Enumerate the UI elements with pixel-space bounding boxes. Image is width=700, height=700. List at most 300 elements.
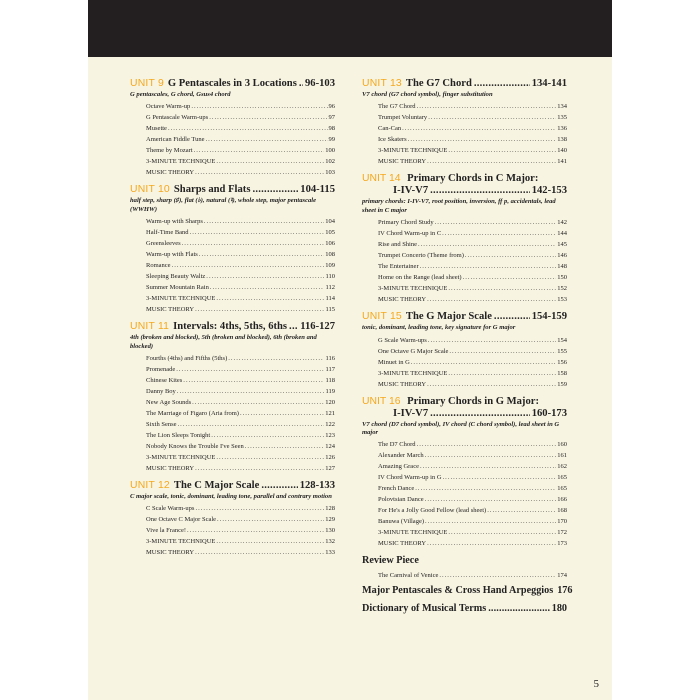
item-page: 148 (557, 263, 567, 271)
section-dictionary[interactable] (362, 603, 567, 615)
unit-items (378, 217, 567, 305)
dot-leader (418, 239, 556, 250)
item-page: 165 (557, 485, 567, 493)
item-name: 3-MINUTE TECHNIQUE (378, 369, 448, 377)
item-page: 128 (325, 505, 335, 513)
toc-item[interactable] (146, 536, 335, 547)
item-name: Vive la France! (146, 527, 187, 535)
dot-leader (449, 346, 556, 357)
item-name: Trumpet Concerto (Theme from) (378, 252, 464, 260)
toc-item[interactable] (378, 123, 567, 134)
item-page: 100 (325, 147, 335, 155)
dot-leader (228, 353, 324, 364)
item-page: 96 (328, 103, 335, 111)
item-page: 165 (557, 474, 567, 482)
dot-leader (425, 494, 557, 505)
item-name: MUSIC THEORY (146, 169, 195, 177)
toc-item[interactable] (378, 439, 567, 450)
unit-9 (130, 78, 335, 178)
dot-leader (474, 78, 530, 90)
item-name: The G7 Chord (378, 103, 416, 111)
item-page: 154 (557, 336, 567, 344)
dot-leader (190, 227, 325, 238)
item-name: Nobody Knows the Trouble I've Seen (146, 443, 244, 451)
toc-item[interactable] (146, 386, 335, 397)
item-name: The Lion Sleeps Tonight (146, 432, 211, 440)
toc-item[interactable] (146, 397, 335, 408)
item-name: 3-MINUTE TECHNIQUE (378, 285, 448, 293)
dot-leader (411, 357, 556, 368)
item-page: 97 (328, 114, 335, 122)
toc-item[interactable] (146, 249, 335, 260)
item-name: 3-MINUTE TECHNIQUE (146, 538, 216, 546)
item-page: 123 (325, 432, 335, 440)
item-name: Minuet in G (378, 358, 410, 366)
item-page: 145 (557, 241, 567, 249)
top-dark-banner (88, 0, 612, 57)
toc-item[interactable] (146, 156, 335, 167)
unit-15 (362, 311, 567, 389)
item-page: 112 (325, 284, 335, 292)
item-name: 3-MINUTE TECHNIQUE (378, 529, 448, 537)
item-name: Summer Mountain Rain (146, 284, 209, 292)
unit-title: The G Major Scale (405, 311, 492, 323)
item-page: 105 (325, 229, 335, 237)
unit-title: G Pentascales in 3 Locations (167, 78, 297, 89)
item-name: 3-MINUTE TECHNIQUE (146, 158, 216, 166)
toc-item[interactable] (378, 335, 567, 346)
item-name: Alexander March (378, 452, 424, 460)
item-page: 119 (325, 388, 335, 396)
dot-leader (206, 271, 324, 282)
toc-item[interactable] (378, 101, 567, 112)
review-items (378, 570, 567, 581)
item-name: MUSIC THEORY (146, 306, 195, 314)
unit-items (378, 439, 567, 549)
item-name: Can-Can (378, 125, 402, 133)
toc-item[interactable] (378, 461, 567, 472)
toc-item[interactable] (378, 450, 567, 461)
item-name: 3-MINUTE TECHNIQUE (378, 147, 448, 155)
item-name: MUSIC THEORY (146, 465, 195, 473)
toc-item[interactable] (146, 282, 335, 293)
toc-item[interactable] (146, 304, 335, 315)
section-page: 176 (557, 585, 573, 597)
unit-heading[interactable] (362, 78, 567, 90)
toc-item[interactable] (378, 250, 567, 261)
item-name: IV Chord Warm-up in C (378, 230, 442, 238)
item-name: Chinese Kites (146, 377, 183, 385)
item-page: 108 (325, 251, 335, 259)
dot-leader (427, 294, 556, 305)
item-page: 136 (557, 125, 567, 133)
dot-leader (428, 112, 556, 123)
unit-number: UNIT 10 (130, 184, 170, 196)
toc-item[interactable] (146, 353, 335, 364)
item-page: 98 (328, 125, 335, 133)
item-page: 133 (325, 549, 335, 557)
toc-left-column (130, 78, 335, 564)
item-page: 115 (325, 306, 335, 314)
dot-leader (443, 472, 557, 483)
dot-leader (430, 185, 530, 197)
item-name: Polovtsian Dance (378, 496, 424, 504)
unit-pages: 96-103 (304, 78, 335, 89)
unit-description: V7 chord (D7 chord symbol), IV chord (C chord symbol), lead sheet in G major (362, 420, 560, 437)
review-piece-heading[interactable]: Review Piece (362, 555, 419, 567)
toc-item[interactable] (146, 216, 335, 227)
dot-leader (402, 123, 556, 134)
unit-heading[interactable] (130, 321, 335, 333)
item-page: 114 (325, 295, 335, 303)
unit-16 (362, 396, 567, 550)
item-name: Rise and Shine (378, 241, 417, 249)
unit-10 (130, 184, 335, 315)
dot-leader (448, 145, 556, 156)
dot-leader (425, 516, 556, 527)
dot-leader (206, 134, 328, 145)
dot-leader (216, 156, 324, 167)
dot-leader (183, 375, 324, 386)
item-page: 127 (325, 465, 335, 473)
item-page: 130 (325, 527, 335, 535)
toc-item[interactable] (378, 261, 567, 272)
dot-leader (210, 282, 325, 293)
unit-heading[interactable] (130, 184, 335, 196)
dot-leader (289, 321, 298, 333)
dot-leader (439, 570, 556, 581)
unit-number: UNIT 14 (362, 173, 401, 185)
item-name: Primary Chord Study (378, 219, 434, 227)
item-page: 166 (557, 496, 567, 504)
unit-title-line2: I-IV-V7 (393, 185, 429, 197)
unit-heading[interactable] (130, 78, 335, 90)
unit-title: The G7 Chord (405, 78, 472, 89)
dot-leader (465, 250, 556, 261)
toc-item[interactable] (146, 430, 335, 441)
dot-leader (408, 134, 557, 145)
section-page: 180 (551, 603, 567, 615)
section-title: Dictionary of Musical Terms (362, 603, 487, 615)
toc-item[interactable] (146, 364, 335, 375)
unit-pages: 142-153 (531, 185, 567, 197)
unit-pages: 116-127 (300, 321, 335, 333)
item-name: MUSIC THEORY (378, 158, 427, 166)
toc-item[interactable] (146, 463, 335, 474)
toc-item[interactable] (146, 503, 335, 514)
dot-leader (261, 480, 297, 492)
unit-heading[interactable] (362, 396, 567, 408)
dot-leader (245, 441, 324, 452)
item-page: 150 (557, 274, 567, 282)
item-name: French Dance (378, 485, 415, 493)
dot-leader (415, 483, 556, 494)
unit-title: Intervals: 4ths, 5ths, 6ths (173, 321, 288, 333)
dot-leader (448, 368, 556, 379)
toc-item[interactable] (146, 227, 335, 238)
item-page: 134 (557, 103, 567, 111)
item-name: Half-Time Band (146, 229, 189, 237)
toc-item[interactable] (378, 357, 567, 368)
toc-item[interactable] (146, 375, 335, 386)
dot-leader (435, 217, 557, 228)
dot-leader (448, 283, 556, 294)
item-page: 144 (557, 230, 567, 238)
item-name: Theme by Mozart (146, 147, 193, 155)
toc-item[interactable] (146, 101, 335, 112)
toc-item[interactable] (378, 346, 567, 357)
unit-pages: 104-115 (300, 184, 335, 196)
toc-item[interactable] (378, 294, 567, 305)
dot-leader (194, 145, 325, 156)
toc-item[interactable] (378, 217, 567, 228)
toc-item[interactable] (378, 228, 567, 239)
toc-item[interactable] (146, 145, 335, 156)
item-page: 153 (557, 296, 567, 304)
toc-item[interactable] (146, 514, 335, 525)
item-page: 138 (557, 136, 567, 144)
item-page: 170 (557, 518, 567, 526)
dot-leader (427, 156, 556, 167)
toc-item[interactable] (378, 494, 567, 505)
toc-item[interactable] (378, 570, 567, 581)
dot-leader (176, 364, 324, 375)
toc-item[interactable] (378, 239, 567, 250)
item-page: 132 (325, 538, 335, 546)
toc-item[interactable] (378, 483, 567, 494)
unit-heading[interactable] (130, 480, 335, 492)
item-name: Banuwa (Village) (378, 518, 424, 526)
toc-item[interactable] (146, 293, 335, 304)
item-page: 116 (325, 355, 335, 363)
dot-leader (463, 272, 557, 283)
unit-title: The C Major Scale (173, 480, 260, 492)
item-page: 106 (325, 240, 335, 248)
unit-13 (362, 78, 567, 167)
section-major-pentascales[interactable] (362, 585, 573, 597)
dot-leader (191, 101, 327, 112)
unit-description: tonic, dominant, leading tone, key signature for G major (362, 324, 516, 332)
unit-pages: 154-159 (531, 311, 567, 323)
item-name: Ice Skaters (378, 136, 407, 144)
toc-item[interactable] (146, 525, 335, 536)
item-page: 160 (557, 441, 567, 449)
item-name: G Pentascale Warm-ups (146, 114, 209, 122)
dot-leader (216, 536, 324, 547)
dot-leader (417, 439, 557, 450)
item-name: C Scale Warm-ups (146, 505, 195, 513)
unit-items (146, 503, 335, 558)
item-page: 155 (557, 347, 567, 355)
unit-number: UNIT 13 (362, 78, 402, 89)
item-name: MUSIC THEORY (378, 296, 427, 304)
toc-item[interactable] (146, 408, 335, 419)
toc-item[interactable] (378, 538, 567, 549)
unit-11 (130, 321, 335, 474)
toc-item[interactable] (146, 441, 335, 452)
dot-leader (168, 123, 328, 134)
toc-item[interactable] (146, 452, 335, 463)
toc-item[interactable] (378, 379, 567, 390)
unit-title: Sharps and Flats (173, 184, 251, 196)
toc-item[interactable] (378, 272, 567, 283)
item-name: The Carnival of Venice (378, 572, 439, 580)
item-page: 152 (557, 285, 567, 293)
item-page: 156 (557, 358, 567, 366)
dot-leader (427, 379, 556, 390)
item-name: American Fiddle Tune (146, 136, 205, 144)
item-name: For He's a Jolly Good Fellow (lead sheet) (378, 507, 487, 515)
dot-leader (427, 538, 556, 549)
unit-title: Primary Chords in C Major: (407, 173, 539, 185)
toc-item[interactable] (378, 472, 567, 483)
unit-description: G pentascales, G chord, Gsus4 chord (130, 91, 231, 98)
toc-item[interactable] (378, 283, 567, 294)
unit-number: UNIT 15 (362, 311, 402, 323)
unit-heading-continued[interactable] (362, 185, 567, 197)
item-name: Danny Boy (146, 388, 176, 396)
unit-number: UNIT 12 (130, 480, 170, 492)
toc-right-column (362, 78, 573, 621)
item-name: Greensleeves (146, 240, 181, 248)
item-page: 120 (325, 399, 335, 407)
dot-leader (494, 311, 530, 323)
item-page: 162 (557, 463, 567, 471)
item-page: 173 (557, 540, 567, 548)
dot-leader (187, 525, 324, 536)
item-name: MUSIC THEORY (378, 380, 427, 388)
dot-leader (199, 249, 324, 260)
toc-item[interactable] (146, 547, 335, 558)
item-name: The Entertainer (378, 263, 419, 271)
unit-description: V7 chord (G7 chord symbol), finger substitution (362, 91, 493, 98)
toc-item[interactable] (378, 145, 567, 156)
dot-leader (420, 261, 557, 272)
item-name: One Octave G Major Scale (378, 347, 449, 355)
dot-leader (299, 78, 303, 90)
item-name: Musette (146, 125, 167, 133)
item-page: 102 (325, 158, 335, 166)
item-name: Amazing Grace (378, 463, 419, 471)
item-page: 122 (325, 421, 335, 429)
unit-items (146, 353, 335, 474)
item-page: 174 (557, 572, 567, 580)
unit-number: UNIT 11 (130, 321, 170, 333)
unit-items (146, 216, 335, 315)
unit-12 (130, 480, 335, 558)
dot-leader (487, 505, 556, 516)
item-page: 168 (557, 507, 567, 515)
toc-item[interactable] (378, 112, 567, 123)
dot-leader (195, 503, 324, 514)
dot-leader (430, 408, 530, 420)
item-name: Romance (146, 262, 171, 270)
item-name: 3-MINUTE TECHNIQUE (146, 454, 216, 462)
toc-item[interactable] (146, 167, 335, 178)
unit-description: 4th (broken and blocked), 5th (broken and blocked), 6th (broken and blocked) (130, 334, 317, 350)
toc-item[interactable] (378, 505, 567, 516)
item-page: 109 (325, 262, 335, 270)
dot-leader (172, 260, 325, 271)
item-name: One Octave C Major Scale (146, 516, 217, 524)
unit-items (378, 335, 567, 390)
item-page: 141 (557, 158, 567, 166)
item-name: The D7 Chord (378, 441, 416, 449)
unit-heading[interactable] (362, 173, 567, 185)
toc-item[interactable] (146, 134, 335, 145)
dot-leader (216, 293, 324, 304)
item-page: 118 (325, 377, 335, 385)
item-page: 159 (557, 380, 567, 388)
dot-leader (240, 408, 324, 419)
item-page: 158 (557, 369, 567, 377)
toc-item[interactable] (146, 260, 335, 271)
unit-description: primary chords: I-IV-V7, root position, inversion, ff p, accidentals, lead sheet in C major (362, 198, 556, 214)
item-name: Octave Warm-up (146, 103, 191, 111)
item-name: IV Chord Warm-up in G (378, 474, 442, 482)
item-page: 129 (325, 516, 335, 524)
toc-item[interactable] (378, 134, 567, 145)
dot-leader (195, 463, 324, 474)
dot-leader (448, 527, 556, 538)
unit-number: UNIT 16 (362, 395, 401, 407)
item-page: 110 (325, 273, 335, 281)
toc-item[interactable] (146, 419, 335, 430)
dot-leader (195, 167, 324, 178)
item-page: 121 (325, 410, 335, 418)
dot-leader (488, 603, 550, 615)
unit-title-line2: I-IV-V7 (393, 407, 429, 419)
unit-14 (362, 173, 567, 305)
dot-leader (216, 452, 324, 463)
unit-description: C major scale, tonic, dominant, leading tone, parallel and contrary motion (130, 493, 332, 501)
toc-item[interactable] (146, 123, 335, 134)
toc-item[interactable] (146, 112, 335, 123)
unit-pages: 160-173 (531, 407, 567, 419)
item-name: MUSIC THEORY (378, 540, 427, 548)
item-page: 142 (557, 219, 567, 227)
item-name: Fourths (4ths) and Fifths (5ths) (146, 355, 228, 363)
toc-item[interactable] (146, 271, 335, 282)
item-name: Warm-up with Flats (146, 251, 198, 259)
item-name: Promenade (146, 366, 176, 374)
unit-heading[interactable] (362, 311, 567, 323)
unit-heading-continued[interactable] (362, 408, 567, 420)
page-number: 5 (593, 678, 599, 690)
toc-item[interactable] (378, 368, 567, 379)
dot-leader (217, 514, 324, 525)
dot-leader (182, 238, 325, 249)
item-name: Trumpet Voluntary (378, 114, 428, 122)
item-page: 104 (325, 218, 335, 226)
dot-leader (428, 335, 556, 346)
unit-items (146, 101, 335, 178)
item-name: Warm-up with Sharps (146, 218, 203, 226)
toc-item[interactable] (378, 516, 567, 527)
section-title: Major Pentascales & Cross Hand Arpeggios (362, 585, 554, 597)
dot-leader (178, 419, 325, 430)
item-page: 140 (557, 147, 567, 155)
item-page: 99 (328, 136, 335, 144)
dot-leader (195, 304, 324, 315)
toc-item[interactable] (378, 527, 567, 538)
dot-leader (204, 216, 324, 227)
toc-item[interactable] (378, 156, 567, 167)
toc-item[interactable] (146, 238, 335, 249)
item-page: 117 (325, 366, 335, 374)
item-page: 172 (557, 529, 567, 537)
dot-leader (425, 450, 557, 461)
